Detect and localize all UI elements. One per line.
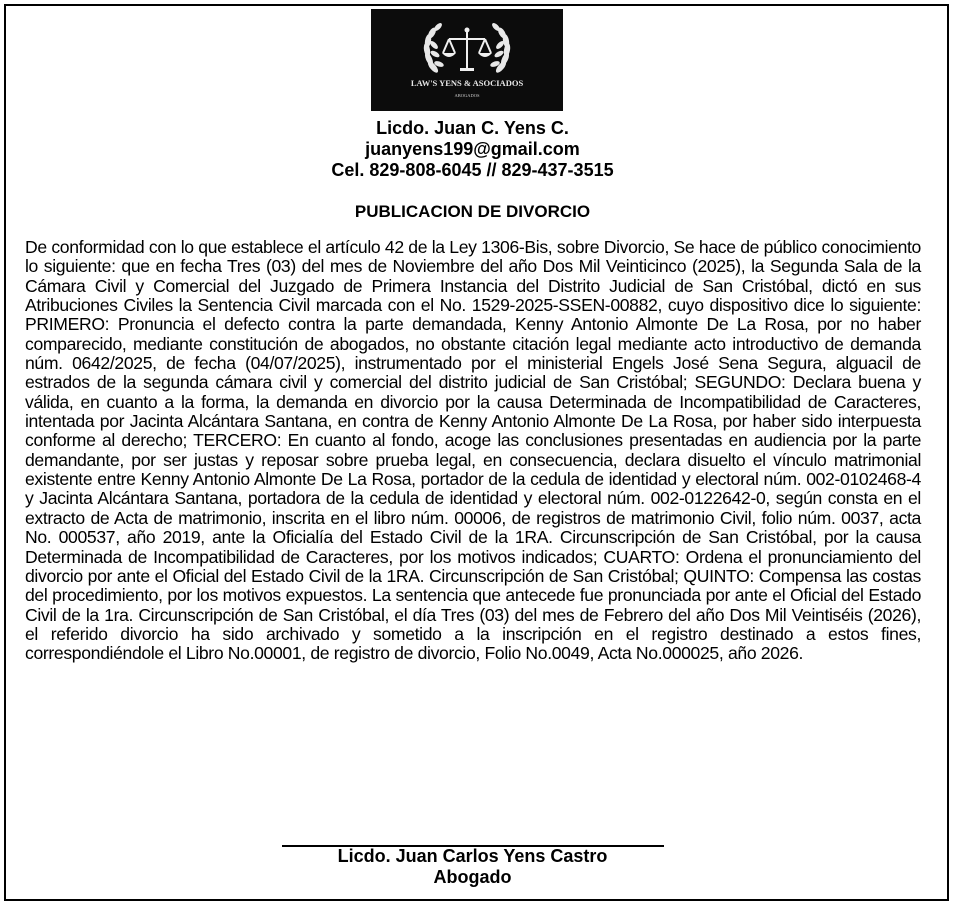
publication-body: De conformidad con lo que establece el artículo 42 de la Ley 1306-Bis, sobre Divorcio, Se hace de público conocimiento lo siguiente: que en fecha Tres (03) del mes de Noviembre del año Dos Mil Veinticinco (2025), la Segunda Sala de la Cámara Civil y Comercial del Juzgado de Primera Instancia del Distrito Judicial de San Cristóbal, dictó en sus Atribuciones Civiles la Sentencia Civil marcada con el No. 1529-2025-SSEN-00882, cuyo dispositivo dice lo siguiente: PRIMERO: Pronuncia el defecto contra la parte demandada, Kenny Antonio Almonte De La Rosa, por no haber comparecido, mediante constitución de abogados, no obstante citación legal mediante acto introductivo de demanda núm. 0642/2025, de fecha (04/07/2025), instrumentado por el ministerial Engels José Sena Segura, alguacil de estrados de la segunda cámara civil y comercial del distrito judicial de San Cristóbal; SEGUNDO: Declara buena y válida, en cuanto a la forma, la demanda en divorcio por la causa Determinada de Incompatibilidad de Caracteres, intentada por Jacinta Alcántara Santana, en contra de Kenny Antonio Almonte De La Rosa, por haber sido interpuesta conforme al derecho; TERCERO: En cuanto al fondo, acoge las conclusiones presentadas en audiencia por la parte demandante, por ser justas y reposar sobre prueba legal, en consecuencia, declara disuelto el vínculo matrimonial existente entre Kenny Antonio Almonte De La Rosa, portador de la cedula de identidad y electoral núm. 002-0102468-4 y Jacinta Alcántara Santana, portadora de la cedula de identidad y electoral núm. 002-0122642-0, según consta en el extracto de Acta de matrimonio, inscrita en el libro núm. 00006, de registros de matrimonio Civil, folio núm. 0037, acta No. 000537, año 2019, ante la Oficialía del Estado Civil de la 1RA. Circunscripción de San Cristóbal, por la causa Determinada de Incompatibilidad de Caracteres, por los motivos indicados; CUARTO: Ordena el pronunciamiento del divorcio por ante el Oficial del Estado Civil de la 1RA. Circunscripción de San Cristóbal; QUINTO: Compensa las costas del procedimiento, por los motivos expuestos. La sentencia que antecede fue pronunciada por ante el Oficial del Estado Civil de la 1ra. Circunscripción de San Cristóbal, el día Tres (03) del mes de Febrero del año Dos Mil Veintiséis (2026), el referido divorcio ha sido archivado y sometido a la inscripción en el registro destinado a estos fines, correspondiéndole el Libro No.00001, de registro de divorcio, Folio No.0049, Acta No.000025, año 2026. — [25, 237, 921, 664]
logo-firm-subtitle: ABOGADOS — [454, 93, 480, 98]
law-firm-logo — [371, 9, 563, 111]
header-email: juanyens199@gmail.com — [365, 139, 580, 159]
signature-name: Licdo. Juan Carlos Yens Castro — [337, 846, 608, 866]
page-title: PUBLICACION DE DIVORCIO — [354, 202, 591, 221]
logo-firm-name: LAW'S YENS & ASOCIADOS — [410, 78, 524, 88]
signature-role: Abogado — [433, 867, 512, 887]
scales-of-justice-laurel-icon — [371, 9, 563, 111]
header-phone: Cel. 829-808-6045 // 829-437-3515 — [331, 160, 614, 180]
header-lawyer-name: Licdo. Juan C. Yens C. — [376, 118, 569, 138]
